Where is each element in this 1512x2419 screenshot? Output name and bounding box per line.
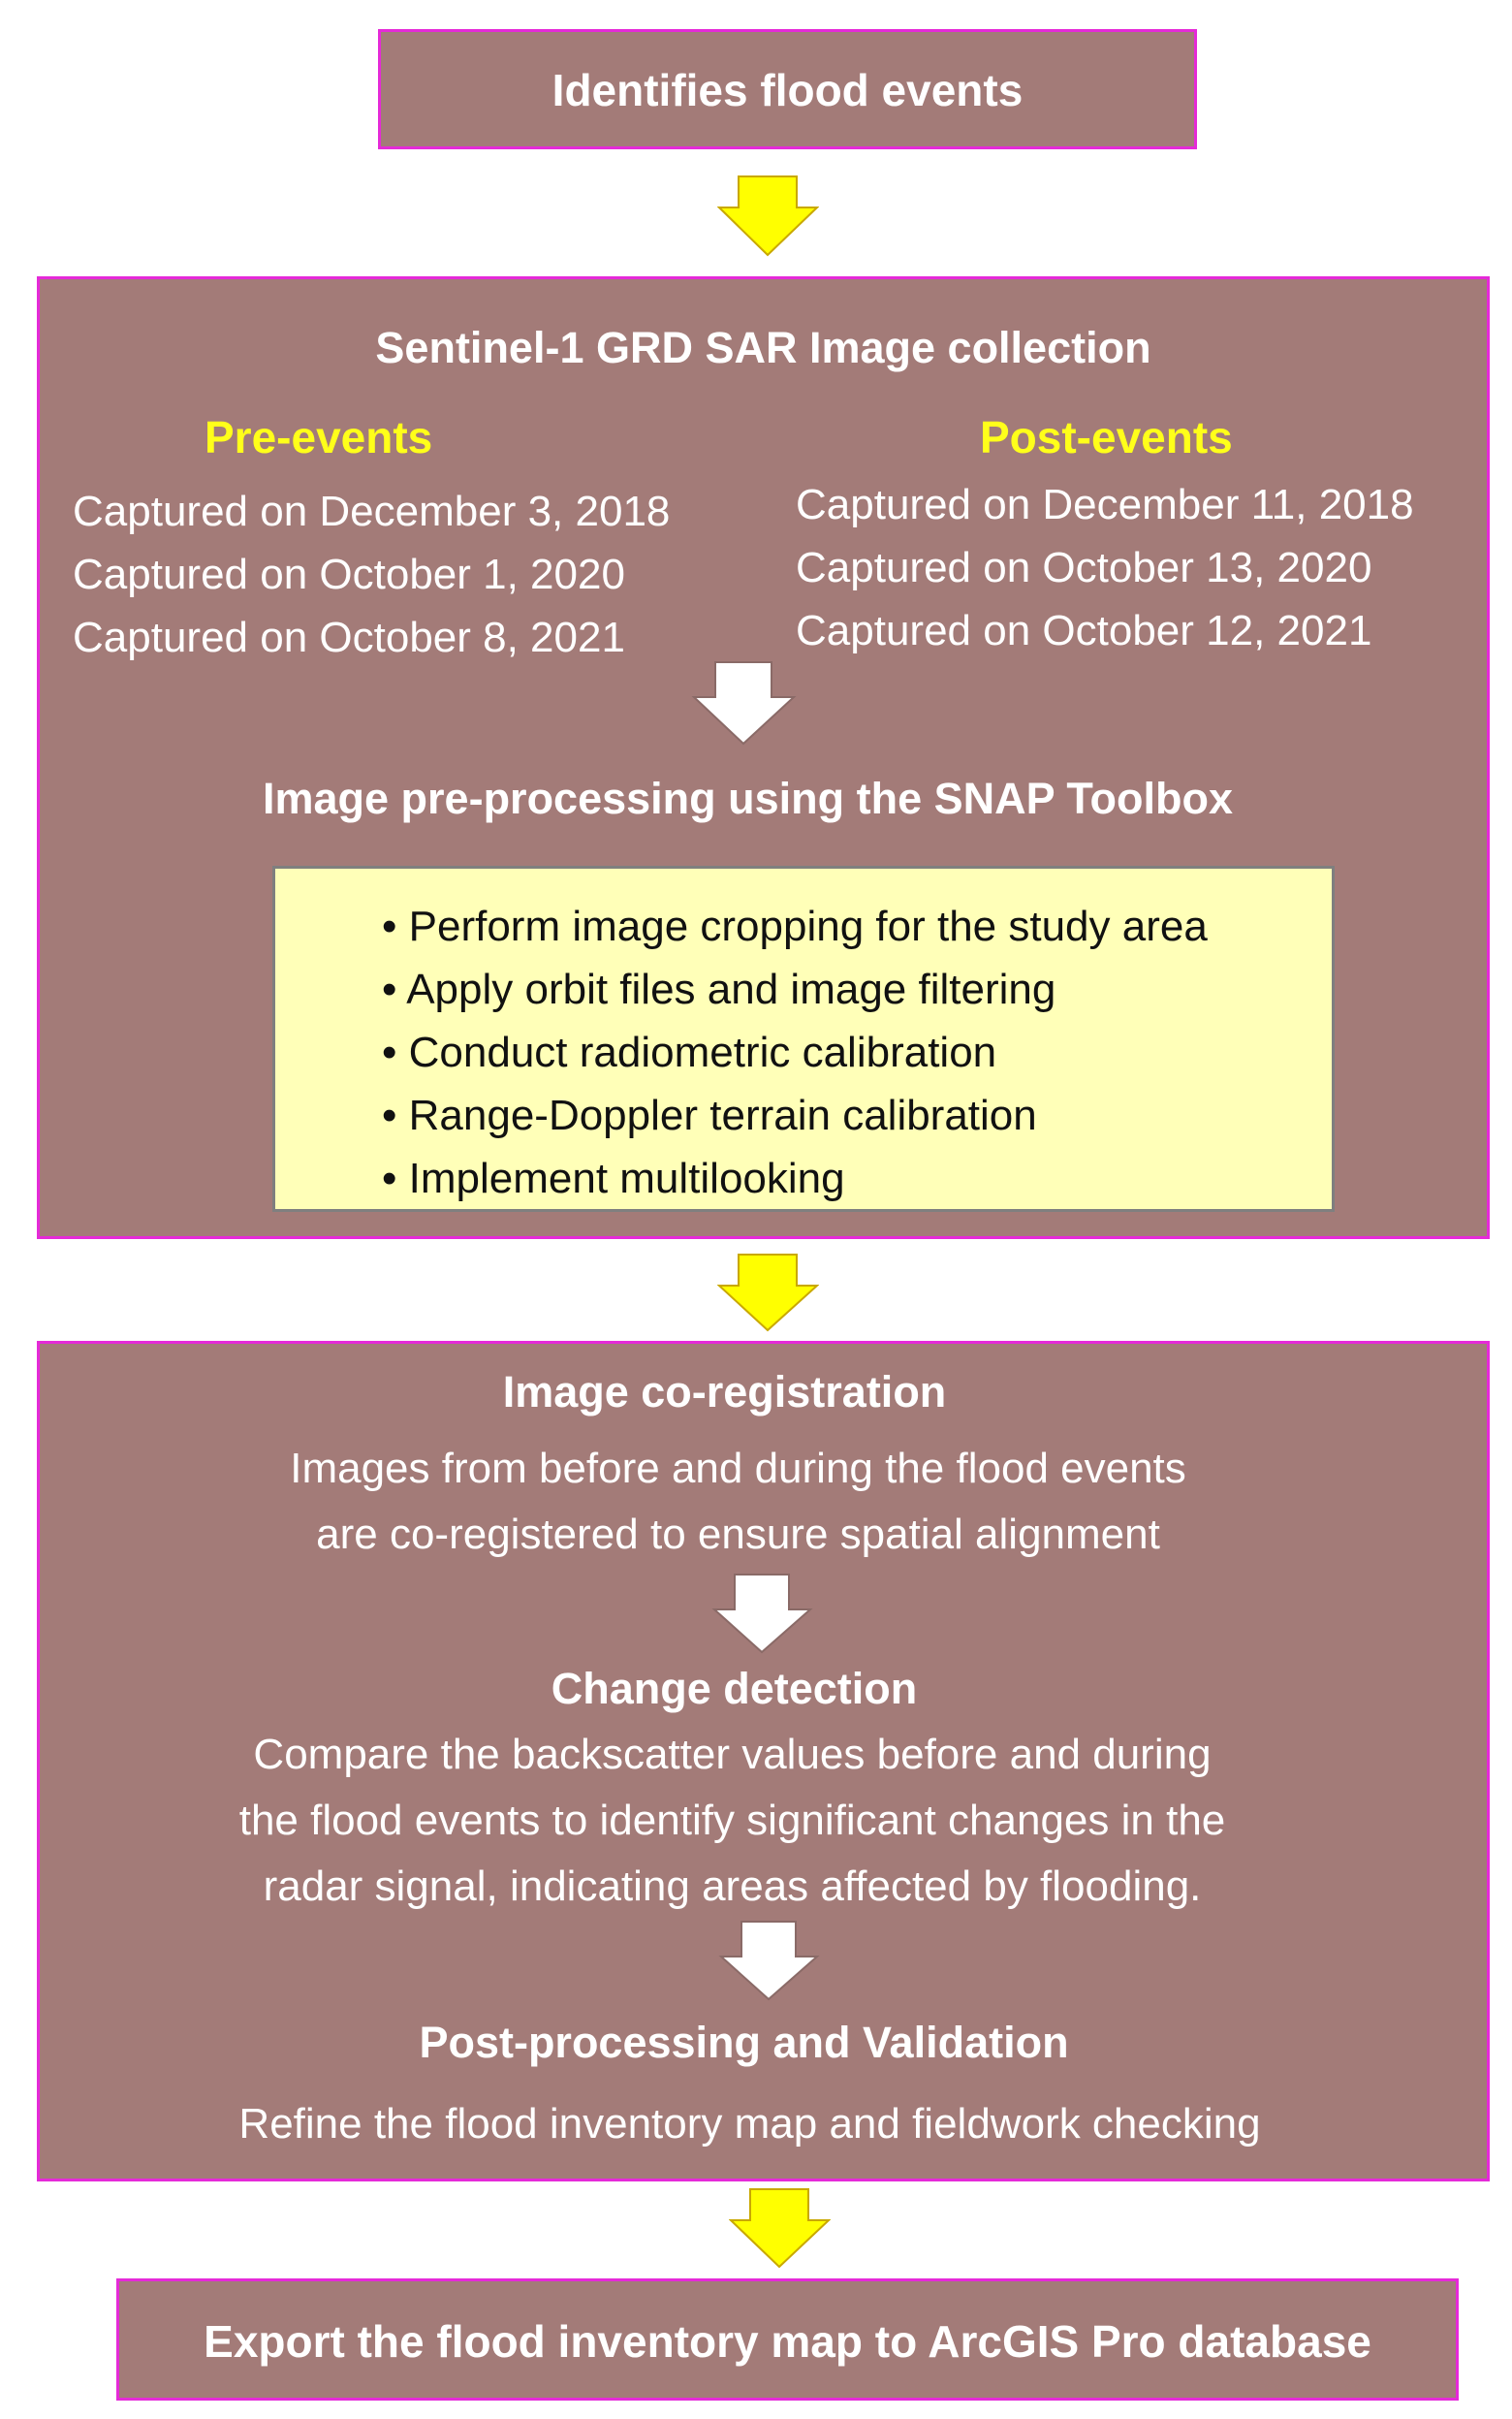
arrow-down-icon (717, 175, 819, 257)
change-detection-text: the flood events to identify significant changes in the (238, 1797, 1226, 1844)
coregistration-text: Images from before and during the flood events (290, 1445, 1186, 1492)
preprocessing-step: • Conduct radiometric calibration (382, 1029, 997, 1076)
flood-events-title: Identifies flood events (551, 65, 1024, 115)
post-processing-text: Refine the flood inventory map and fieldwork checking (238, 2100, 1261, 2148)
preprocessing-step: • Apply orbit files and image filtering (382, 966, 1056, 1013)
image-collection-box (37, 276, 1490, 1239)
arrow-down-icon (691, 660, 798, 748)
flood-events-box (378, 29, 1197, 149)
preprocessing-title: Image pre-processing using the SNAP Toolbox (263, 774, 1233, 823)
arrow-down-icon (729, 2187, 831, 2269)
coregistration-title: Image co-registration (502, 1367, 947, 1416)
post-event-date: Captured on December 11, 2018 (796, 481, 1414, 528)
pre-event-date: Captured on December 3, 2018 (73, 488, 671, 535)
pre-event-date: Captured on October 8, 2021 (73, 614, 625, 661)
pre-events-heading: Pre-events (205, 412, 433, 462)
change-detection-text: radar signal, indicating areas affected by flooding. (263, 1862, 1202, 1910)
preprocessing-step: • Implement multilooking (382, 1155, 845, 1202)
post-event-date: Captured on October 12, 2021 (796, 607, 1372, 654)
change-detection-text: Compare the backscatter values before and during (253, 1731, 1212, 1778)
image-collection-title: Sentinel-1 GRD SAR Image collection (375, 323, 1151, 372)
coregistration-text: are co-registered to ensure spatial alignment (316, 1511, 1160, 1558)
arrow-down-icon (711, 1573, 813, 1655)
arrow-down-icon (718, 1920, 820, 2002)
preprocessing-step: • Perform image cropping for the study area (382, 903, 1208, 950)
post-event-date: Captured on October 13, 2020 (796, 544, 1372, 591)
preprocessing-step: • Range-Doppler terrain calibration (382, 1092, 1037, 1139)
export-box (116, 2278, 1459, 2401)
arrow-down-icon (717, 1253, 819, 1332)
pre-event-date: Captured on October 1, 2020 (73, 551, 625, 598)
export-title: Export the flood inventory map to ArcGIS Pro database (204, 2316, 1371, 2367)
preprocessing-steps-panel (272, 866, 1335, 1212)
post-processing-title: Post-processing and Validation (419, 2018, 1069, 2067)
change-detection-title: Change detection (551, 1664, 918, 1713)
post-events-heading: Post-events (980, 412, 1233, 462)
analysis-box (37, 1341, 1490, 2181)
